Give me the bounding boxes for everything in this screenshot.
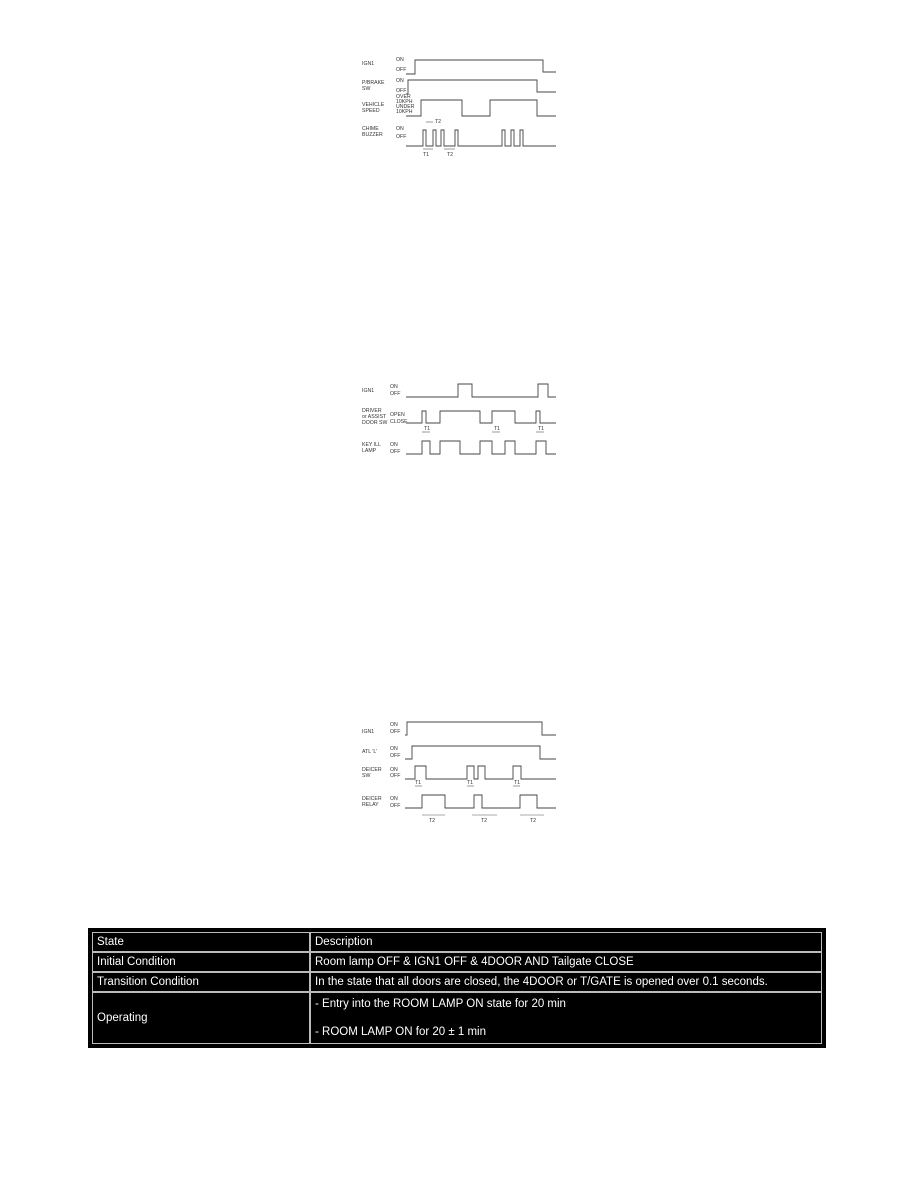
- row-label-vehicle-speed: VEHICLE: [362, 102, 385, 108]
- cell-description: Room lamp OFF & IGN1 OFF & 4DOOR AND Tailgate CLOSE: [311, 953, 821, 971]
- waveform-atl: [405, 746, 556, 759]
- cell-state: Initial Condition: [93, 953, 309, 971]
- level-on: ON: [390, 796, 398, 802]
- table-header-row: [93, 933, 821, 951]
- level-on: ON: [396, 126, 404, 132]
- row-label-ign1: IGN1: [362, 388, 375, 394]
- waveform-deicer-relay: [405, 795, 556, 808]
- table-row-operating: [93, 993, 821, 1043]
- waveform-key-ill-lamp: [406, 441, 556, 454]
- timing-diagram-deicer-relay: [360, 718, 560, 826]
- row-label-deicer-relay: DEICER: [362, 796, 382, 802]
- level-off: OFF: [396, 88, 407, 94]
- waveform-deicer-sw: [405, 766, 556, 779]
- header-state: State: [93, 933, 309, 951]
- timing-label-t1: T1: [424, 426, 431, 432]
- level-off: OFF: [390, 391, 401, 397]
- waveform-pbrake: [406, 80, 556, 94]
- level-over: OVER: [396, 94, 411, 100]
- timing-label-t1: T1: [467, 780, 474, 786]
- waveform-ign1: [405, 722, 556, 735]
- level-on: ON: [396, 78, 404, 84]
- level-off: OFF: [390, 773, 401, 779]
- row-label-door-sw: DRIVER: [362, 408, 382, 414]
- timing-label-t1: T1: [538, 426, 545, 432]
- timing-label-t2: T2: [447, 152, 454, 158]
- header-description: Description: [311, 933, 821, 951]
- level-on: ON: [390, 442, 398, 448]
- level-on: ON: [390, 746, 398, 752]
- waveform-vehicle-speed: [406, 100, 556, 116]
- level-off: OFF: [396, 67, 407, 73]
- row-label-atl: ATL 'L': [362, 749, 378, 755]
- timing-label-t2: T2: [530, 818, 537, 824]
- row-label-pbrake: P/BRAKE: [362, 80, 385, 86]
- level-open: OPEN: [390, 412, 405, 418]
- timing-label-t1: T1: [494, 426, 501, 432]
- waveform-chime-buzzer: [406, 130, 556, 146]
- waveform-door-sw: [406, 411, 556, 423]
- level-on: ON: [390, 722, 398, 728]
- timing-diagram-key-ill-lamp: [360, 378, 560, 463]
- row-label-deicer-sw-2: SW: [362, 773, 371, 779]
- operating-line-2: - ROOM LAMP ON for 20 ± 1 min: [315, 1026, 486, 1038]
- cell-state: Transition Condition: [93, 973, 309, 991]
- room-lamp-state-table: [89, 929, 825, 1047]
- cell-state: Operating: [93, 993, 309, 1043]
- level-off: OFF: [390, 449, 401, 455]
- row-label-key-ill-2: LAMP: [362, 448, 377, 454]
- operating-line-1: - Entry into the ROOM LAMP ON state for 20 min: [315, 998, 566, 1010]
- timing-label-t1: T1: [514, 780, 521, 786]
- timing-label-t2: T2: [429, 818, 436, 824]
- row-label-door-sw-2: or ASSIST: [362, 414, 387, 420]
- level-off: OFF: [396, 134, 407, 140]
- level-on: ON: [390, 384, 398, 390]
- cell-description: In the state that all doors are closed, the 4DOOR or T/GATE is opened over 0.1 seconds.: [311, 973, 821, 991]
- level-off: OFF: [390, 729, 401, 735]
- row-label-door-sw-3: DOOR SW: [362, 420, 388, 426]
- level-under: UNDER: [396, 104, 415, 110]
- timing-label-t1: T1: [423, 152, 430, 158]
- table-row: [93, 973, 821, 991]
- row-label-ign1: IGN1: [362, 729, 375, 735]
- level-close: CLOSE: [390, 419, 408, 425]
- row-label-ign1: IGN1: [362, 61, 375, 67]
- level-off: OFF: [390, 803, 401, 809]
- waveform-ign1: [406, 384, 556, 397]
- timing-label-t2: T2: [481, 818, 488, 824]
- row-label-vehicle-speed-2: SPEED: [362, 108, 380, 114]
- level-under-2: 10KPH: [396, 109, 413, 115]
- cell-description: [311, 993, 821, 1043]
- row-label-deicer-sw: DEICER: [362, 767, 382, 773]
- row-label-key-ill: KEY ILL: [362, 442, 381, 448]
- level-over-2: 10KPH: [396, 99, 413, 105]
- timing-label-t2: T2: [435, 119, 442, 125]
- row-label-chime-2: BUZZER: [362, 132, 383, 138]
- level-on: ON: [390, 767, 398, 773]
- row-label-pbrake-2: SW: [362, 86, 371, 92]
- level-off: OFF: [390, 753, 401, 759]
- level-on: ON: [396, 57, 404, 63]
- waveform-ign1: [406, 60, 556, 74]
- table-row: [93, 953, 821, 971]
- row-label-deicer-relay-2: RELAY: [362, 802, 379, 808]
- row-label-chime: CHIME: [362, 126, 379, 132]
- timing-label-t1: T1: [415, 780, 422, 786]
- timing-diagram-parking-brake-chime: [360, 50, 560, 160]
